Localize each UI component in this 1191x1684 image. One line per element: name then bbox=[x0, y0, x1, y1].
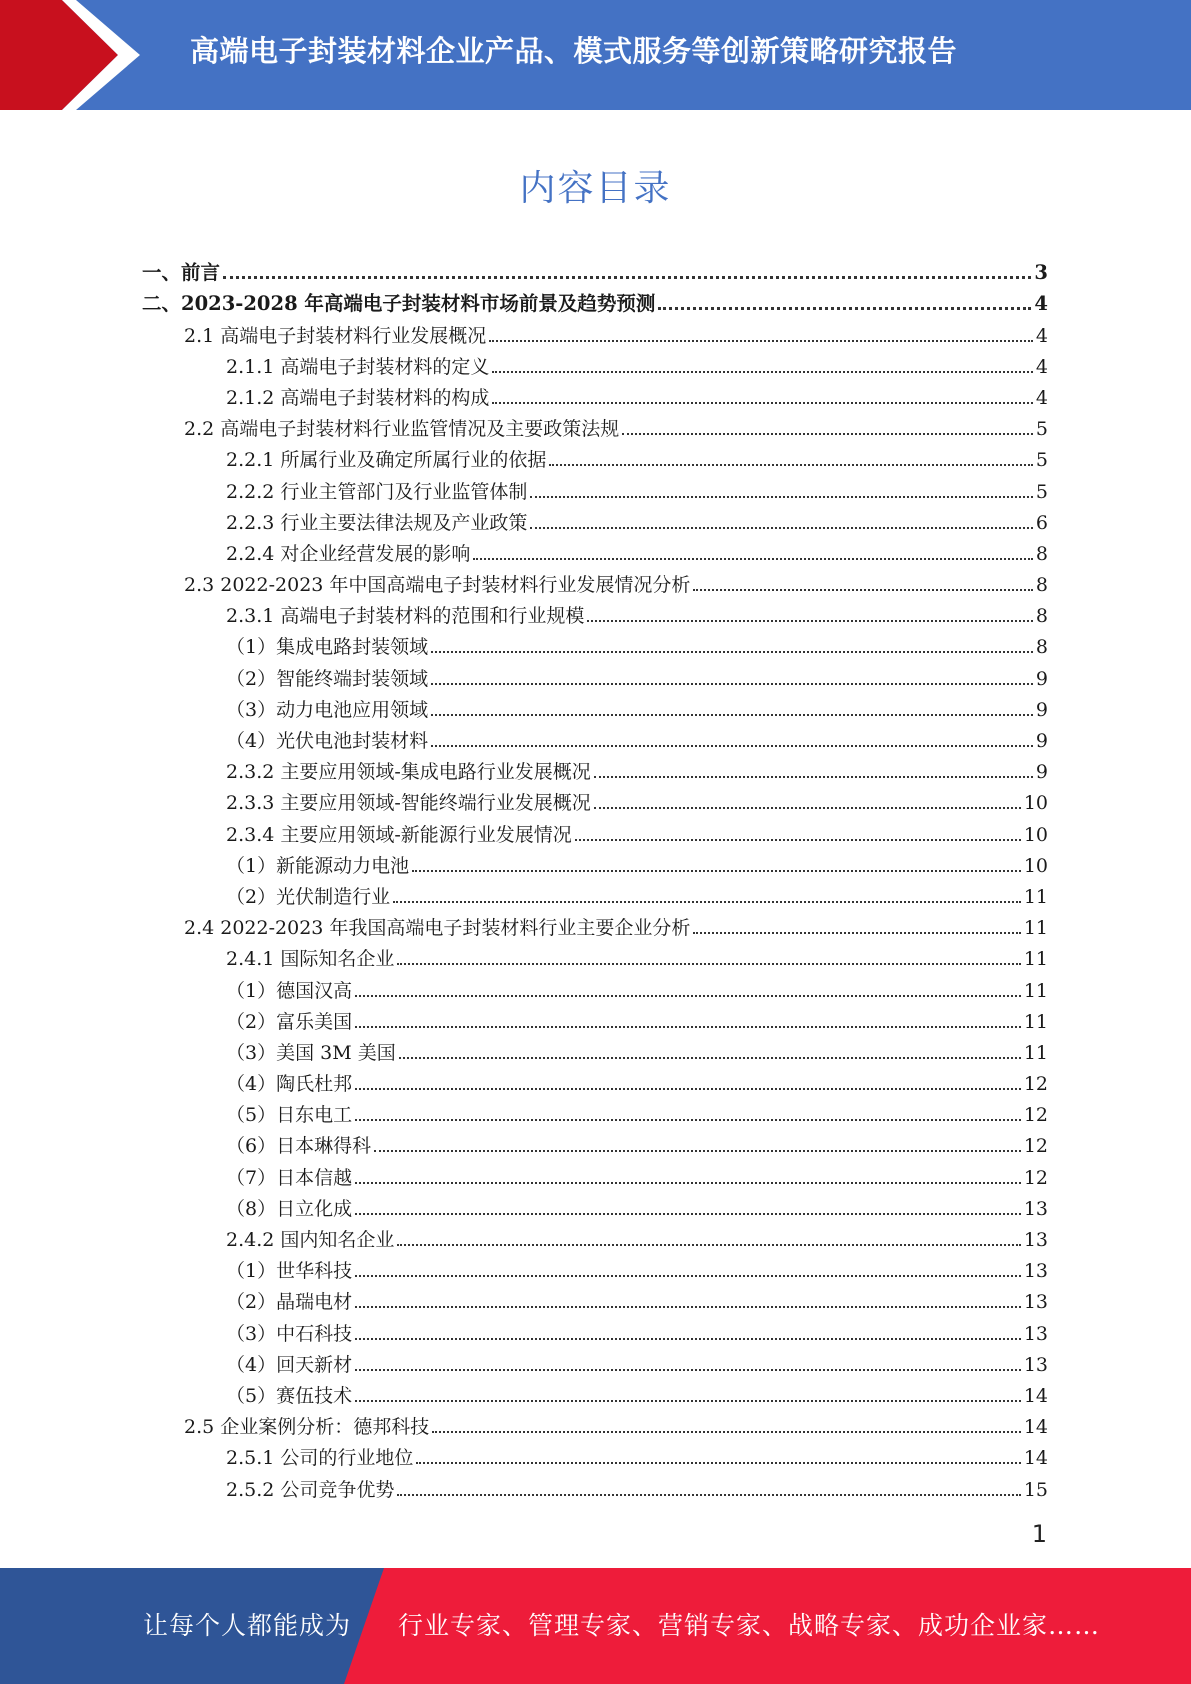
toc-entry[interactable] bbox=[142, 970, 1048, 1001]
toc-dot-leader bbox=[355, 1088, 1021, 1090]
toc-entry-page: 11 bbox=[1023, 1041, 1048, 1064]
toc-dot-leader bbox=[431, 683, 1033, 685]
toc-entry-page: 9 bbox=[1035, 667, 1048, 690]
toc-entry-label: （1）德国汉高 bbox=[226, 979, 353, 1002]
toc-entry-label: （8）日立化成 bbox=[226, 1197, 353, 1220]
toc-entry-label: 2.4.2 国内知名企业 bbox=[226, 1229, 395, 1251]
toc-entry-label: 2.2.1 所属行业及确定所属行业的依据 bbox=[226, 449, 547, 472]
toc-dot-leader bbox=[693, 932, 1020, 934]
toc-entry-label: （4）光伏电池封装材料 bbox=[226, 730, 429, 752]
toc-entry[interactable] bbox=[142, 1002, 1048, 1033]
toc-entry-page: 8 bbox=[1035, 574, 1048, 597]
toc-dot-leader bbox=[587, 620, 1033, 622]
toc-dot-leader bbox=[492, 371, 1033, 373]
toc-entry-label: 2.5 企业案例分析：德邦科技 bbox=[184, 1416, 430, 1439]
toc-entry-page: 12 bbox=[1023, 1166, 1048, 1189]
toc-entry[interactable] bbox=[142, 1220, 1048, 1251]
toc-entry-page: 11 bbox=[1023, 885, 1048, 908]
toc-entry[interactable] bbox=[142, 440, 1048, 471]
toc-entry-page: 12 bbox=[1023, 1104, 1048, 1127]
toc-entry[interactable] bbox=[142, 565, 1048, 596]
toc-entry-label: 2.4.1 国际知名企业 bbox=[226, 948, 395, 971]
toc-dot-leader bbox=[355, 995, 1021, 997]
toc-entry-page: 14 bbox=[1023, 1416, 1048, 1439]
toc-entry-label: 2.2 高端电子封装材料行业监管情况及主要政策法规 bbox=[184, 418, 620, 441]
header-chevron-logo bbox=[0, 0, 160, 110]
toc-entry[interactable] bbox=[142, 503, 1048, 534]
toc-dot-leader bbox=[355, 1119, 1021, 1121]
toc-entry[interactable] bbox=[142, 471, 1048, 502]
toc-entry-label: 2.2.2 行业主管部门及行业监管体制 bbox=[226, 480, 528, 503]
toc-entry-page: 11 bbox=[1023, 1010, 1048, 1033]
toc-entry[interactable] bbox=[142, 1126, 1048, 1157]
toc-dot-leader bbox=[355, 1400, 1021, 1402]
toc-entry[interactable] bbox=[142, 534, 1048, 565]
toc-entry[interactable] bbox=[142, 1469, 1048, 1500]
header-band bbox=[0, 0, 1191, 110]
toc-entry-label: 2.2.3 行业主要法律法规及产业政策 bbox=[226, 511, 528, 534]
toc-entry-label: （2）富乐美国 bbox=[226, 1010, 353, 1033]
toc-entry-label: 2.3.1 高端电子封装材料的范围和行业规模 bbox=[226, 605, 585, 628]
toc-entry-label: 二、2023-2028 年高端电子封装材料市场前景及趋势预测 bbox=[142, 292, 656, 316]
toc-entry-page: 4 bbox=[1035, 324, 1048, 347]
toc-entry-page: 9 bbox=[1035, 698, 1048, 721]
toc-dot-leader bbox=[355, 1213, 1021, 1215]
toc-entry[interactable] bbox=[142, 1438, 1048, 1469]
footer-slogan-right: 行业专家、管理专家、营销专家、战略专家、成功企业家…… bbox=[398, 1611, 1101, 1640]
toc-entry-page: 5 bbox=[1035, 449, 1048, 472]
toc-dot-leader bbox=[397, 1494, 1020, 1496]
toc-entry[interactable] bbox=[142, 347, 1048, 378]
toc-entry-label: 2.5.2 公司竞争优势 bbox=[226, 1478, 395, 1501]
toc-dot-leader bbox=[355, 1369, 1021, 1371]
toc-entry-label: （2）光伏制造行业 bbox=[226, 885, 391, 908]
toc-entry-page: 8 bbox=[1035, 636, 1048, 659]
toc-entry-label: 2.3 2022-2023 年中国高端电子封装材料行业发展情况分析 bbox=[184, 574, 691, 597]
toc-dot-leader bbox=[355, 1026, 1021, 1028]
toc-entry-page: 14 bbox=[1023, 1447, 1048, 1470]
toc-entry[interactable] bbox=[142, 814, 1048, 845]
toc-entry[interactable] bbox=[142, 690, 1048, 721]
toc-entry-page: 4 bbox=[1034, 292, 1048, 316]
toc-entry[interactable] bbox=[142, 1157, 1048, 1188]
toc-entry-page: 15 bbox=[1023, 1478, 1048, 1501]
toc-entry[interactable] bbox=[142, 1407, 1048, 1438]
toc-entry-page: 6 bbox=[1035, 511, 1048, 534]
toc-dot-leader bbox=[575, 839, 1021, 841]
toc-entry[interactable] bbox=[142, 846, 1048, 877]
toc-entry[interactable] bbox=[142, 627, 1048, 658]
toc-entry-label: （1）集成电路封装领域 bbox=[226, 636, 429, 659]
page-number: 1 bbox=[1031, 1520, 1047, 1548]
toc-entry[interactable] bbox=[142, 908, 1048, 939]
toc-entry-label: （3）美国 3M 美国 bbox=[226, 1041, 396, 1064]
toc-entry-page: 11 bbox=[1023, 917, 1048, 940]
toc-entry-page: 13 bbox=[1023, 1353, 1048, 1376]
toc-dot-leader bbox=[399, 1057, 1021, 1059]
toc-entry[interactable] bbox=[142, 1064, 1048, 1095]
toc-entry-label: 2.2.4 对企业经营发展的影响 bbox=[226, 542, 471, 565]
toc-entry[interactable] bbox=[142, 877, 1048, 908]
toc-entry[interactable] bbox=[142, 752, 1048, 783]
toc-entry-label: （4）陶氏杜邦 bbox=[226, 1073, 353, 1096]
toc-entry[interactable] bbox=[142, 721, 1048, 752]
toc-entry-page: 10 bbox=[1023, 792, 1048, 815]
toc-dot-leader bbox=[355, 1182, 1021, 1184]
toc-entry-label: （3）动力电池应用领域 bbox=[226, 698, 429, 721]
toc-entry-page: 8 bbox=[1035, 605, 1048, 628]
toc-dot-leader bbox=[473, 558, 1033, 560]
toc-entry[interactable] bbox=[142, 1033, 1048, 1064]
toc-entry-label: （2）晶瑞电材 bbox=[226, 1291, 353, 1314]
toc-entry-label: （5）日东电工 bbox=[226, 1104, 353, 1127]
toc-entry-page: 9 bbox=[1035, 730, 1048, 752]
toc-entry-page: 14 bbox=[1023, 1384, 1048, 1407]
table-of-contents bbox=[142, 253, 1048, 1501]
toc-entry-label: （2）智能终端封装领域 bbox=[226, 667, 429, 690]
toc-entry-label: （1）新能源动力电池 bbox=[226, 854, 410, 877]
toc-dot-leader bbox=[693, 589, 1032, 591]
toc-entry-label: 2.5.1 公司的行业地位 bbox=[226, 1447, 414, 1470]
toc-entry-label: （6）日本琳得科 bbox=[226, 1135, 372, 1158]
footer-slogan-left: 让每个人都能成为 bbox=[143, 1611, 352, 1640]
toc-dot-leader bbox=[393, 901, 1021, 903]
toc-entry[interactable] bbox=[142, 1345, 1048, 1376]
toc-entry-page: 13 bbox=[1023, 1291, 1048, 1314]
toc-entry-page: 13 bbox=[1023, 1229, 1048, 1251]
toc-dot-leader bbox=[412, 870, 1021, 872]
toc-dot-leader bbox=[530, 527, 1033, 529]
toc-entry[interactable] bbox=[142, 658, 1048, 689]
toc-entry-page: 10 bbox=[1023, 823, 1048, 846]
toc-entry[interactable] bbox=[142, 596, 1048, 627]
toc-dot-leader bbox=[397, 1244, 1020, 1246]
toc-entry-page: 5 bbox=[1035, 480, 1048, 503]
toc-entry-label: （4）回天新材 bbox=[226, 1353, 353, 1376]
toc-entry[interactable] bbox=[142, 1376, 1048, 1407]
toc-dot-leader bbox=[416, 1462, 1020, 1464]
toc-entry-label: （1）世华科技 bbox=[226, 1260, 353, 1283]
toc-dot-leader bbox=[492, 402, 1033, 404]
toc-entry-label: （7）日本信越 bbox=[226, 1166, 353, 1189]
toc-entry-label: 一、前言 bbox=[142, 261, 221, 285]
toc-entry[interactable] bbox=[142, 378, 1048, 409]
toc-entry[interactable] bbox=[142, 783, 1048, 814]
toc-entry-page: 9 bbox=[1035, 761, 1048, 784]
toc-entry-page: 10 bbox=[1023, 854, 1048, 877]
toc-entry-page: 12 bbox=[1023, 1073, 1048, 1096]
toc-entry[interactable] bbox=[142, 939, 1048, 970]
toc-entry-page: 3 bbox=[1034, 261, 1048, 285]
toc-entry[interactable] bbox=[142, 1189, 1048, 1220]
toc-entry[interactable] bbox=[142, 1313, 1048, 1344]
toc-entry-page: 13 bbox=[1023, 1197, 1048, 1220]
toc-entry-page: 11 bbox=[1023, 979, 1048, 1002]
toc-entry-page: 12 bbox=[1023, 1135, 1048, 1158]
toc-entry-page: 8 bbox=[1035, 542, 1048, 565]
toc-entry-page: 5 bbox=[1035, 418, 1048, 441]
toc-dot-leader bbox=[223, 276, 1031, 279]
toc-entry-page: 11 bbox=[1023, 948, 1048, 971]
toc-entry-label: 2.1.1 高端电子封装材料的定义 bbox=[226, 355, 490, 378]
toc-entry-label: （3）中石科技 bbox=[226, 1322, 353, 1345]
toc-entry[interactable] bbox=[142, 315, 1048, 346]
toc-entry-label: 2.1 高端电子封装材料行业发展概况 bbox=[184, 324, 487, 347]
toc-dot-leader bbox=[431, 745, 1033, 747]
toc-entry-label: 2.3.4 主要应用领域-新能源行业发展情况 bbox=[226, 823, 572, 846]
toc-dot-leader bbox=[594, 807, 1021, 809]
toc-dot-leader bbox=[658, 307, 1031, 310]
toc-dot-leader bbox=[355, 1275, 1021, 1277]
toc-dot-leader bbox=[431, 651, 1033, 653]
toc-entry-label: 2.4 2022-2023 年我国高端电子封装材料行业主要企业分析 bbox=[184, 917, 691, 940]
document-title: 高端电子封装材料企业产品、模式服务等创新策略研究报告 bbox=[190, 34, 958, 68]
toc-entry-page: 13 bbox=[1023, 1322, 1048, 1345]
toc-dot-leader bbox=[594, 776, 1033, 778]
toc-entry-label: 2.3.3 主要应用领域-智能终端行业发展概况 bbox=[226, 792, 591, 815]
toc-dot-leader bbox=[549, 464, 1033, 466]
toc-entry[interactable] bbox=[142, 253, 1048, 284]
toc-entry-page: 4 bbox=[1035, 386, 1048, 409]
toc-entry[interactable] bbox=[142, 1282, 1048, 1313]
toc-entry[interactable] bbox=[142, 284, 1048, 315]
toc-dot-leader bbox=[355, 1306, 1021, 1308]
toc-dot-leader bbox=[489, 340, 1033, 342]
toc-entry[interactable] bbox=[142, 1095, 1048, 1126]
toc-entry-label: 2.3.2 主要应用领域-集成电路行业发展概况 bbox=[226, 761, 591, 784]
toc-entry-label: 2.1.2 高端电子封装材料的构成 bbox=[226, 386, 490, 409]
toc-heading: 内容目录 bbox=[519, 168, 672, 209]
toc-entry-page: 13 bbox=[1023, 1260, 1048, 1283]
footer-band bbox=[0, 1568, 1191, 1684]
toc-dot-leader bbox=[397, 963, 1020, 965]
toc-dot-leader bbox=[374, 1150, 1021, 1152]
toc-dot-leader bbox=[622, 433, 1033, 435]
toc-dot-leader bbox=[355, 1338, 1021, 1340]
toc-dot-leader bbox=[530, 496, 1033, 498]
toc-entry-page: 4 bbox=[1035, 355, 1048, 378]
toc-entry[interactable] bbox=[142, 409, 1048, 440]
toc-dot-leader bbox=[432, 1431, 1021, 1433]
toc-entry[interactable] bbox=[142, 1251, 1048, 1282]
toc-entry-label: （5）赛伍技术 bbox=[226, 1384, 353, 1407]
toc-dot-leader bbox=[431, 714, 1033, 716]
